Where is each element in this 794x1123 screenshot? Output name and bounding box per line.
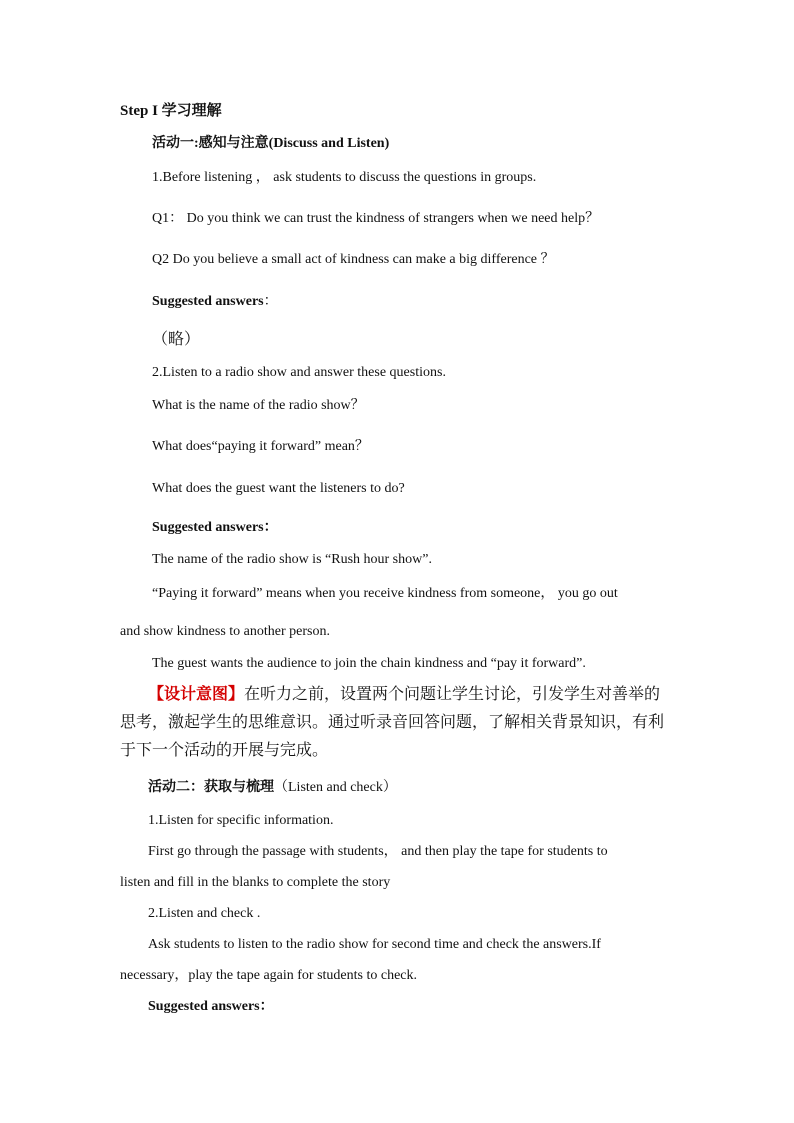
answer-1: The name of the radio show is “Rush hour show”.	[152, 552, 432, 567]
activity2-title-rest: （Listen and check）	[274, 780, 397, 795]
suggested-answers-label-1	[152, 293, 278, 311]
suggested-answers-label-3: Suggested answers：	[148, 999, 274, 1014]
discussion-intro: 1.Before listening ， ask students to discuss the questions in groups.	[152, 170, 537, 185]
question-2: Q2 Do you believe a small act of kindness can make a big difference ？	[152, 252, 555, 267]
question-1: Q1： Do you think we can trust the kindness of strangers when we need help？	[152, 211, 600, 226]
design-intent-text: 在听力之前，设置两个问题让学生讨论，引发学生对善举的思考，激起学生的思维意识。通过听录音回答问题，了解相关背景知识，有利于下一个活动的开展与完成。	[120, 686, 665, 759]
suggested-answers-text-1: Suggested answers	[152, 294, 264, 309]
design-intent-label: 【设计意图】	[148, 686, 245, 703]
activity2-title	[148, 779, 397, 797]
omitted-note: （略）	[152, 331, 201, 348]
answer-2-line-1: “Paying it forward” means when you receive kindness from someone， you go out	[152, 586, 618, 601]
activity2-item-1-text-line-1: First go through the passage with students， and then play the tape for students to	[148, 844, 608, 859]
activity2-item-2-text-line-1: Ask students to listen to the radio show for second time and check the answers.If	[148, 937, 601, 952]
activity2-item-1-text-line-2: listen and fill in the blanks to complete the story	[120, 875, 391, 890]
activity1-title: 活动一:感知与注意(Discuss and Listen)	[152, 136, 390, 151]
suggested-answers-colon-1: ：	[263, 294, 278, 309]
design-intent-paragraph	[120, 681, 672, 765]
step-heading: Step I 学习理解	[120, 103, 222, 119]
listening-question-1: What is the name of the radio show？	[152, 398, 365, 413]
activity2-item-2: 2.Listen and check .	[148, 906, 261, 921]
suggested-answers-label-2: Suggested answers：	[152, 520, 278, 535]
answer-3: The guest wants the audience to join the chain kindness and “pay it forward”.	[152, 656, 586, 671]
activity2-item-2-text-line-2: necessary，play the tape again for students to check.	[120, 968, 418, 983]
activity2-title-bold: 活动二：获取与梳理	[148, 780, 274, 795]
answer-2-line-2: and show kindness to another person.	[120, 624, 330, 639]
listening-question-3: What does the guest want the listeners to do?	[152, 481, 405, 496]
listening-intro: 2.Listen to a radio show and answer these questions.	[152, 365, 446, 380]
activity2-item-1: 1.Listen for specific information.	[148, 813, 334, 828]
listening-question-2: What does“paying it forward” mean？	[152, 439, 369, 454]
